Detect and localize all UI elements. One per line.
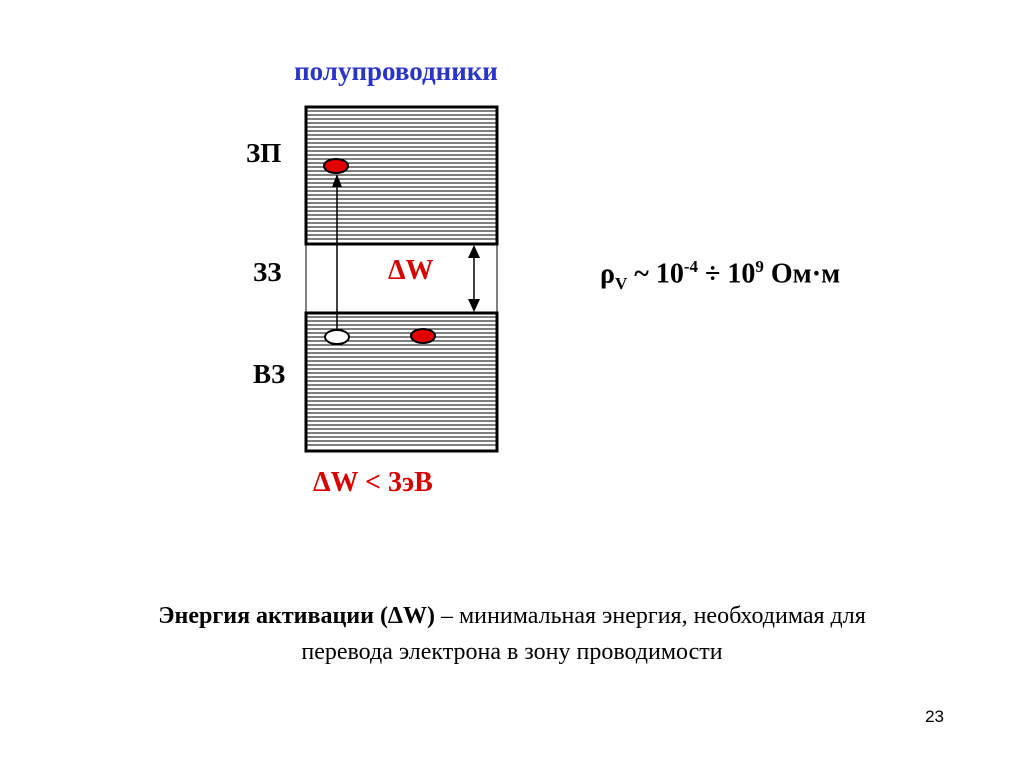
resistivity-unit: Ом·м (770, 258, 841, 290)
caption-line1 (0, 598, 1024, 634)
exponent-high: 9 (755, 257, 764, 276)
gap-arrowhead-top (468, 245, 480, 258)
electron-conduction (324, 159, 348, 173)
caption-definition: – минимальная энергия, необходимая для (434, 603, 866, 629)
hole-valence (325, 330, 349, 344)
gap-condition: ΔW < 3эВ (313, 467, 433, 498)
gap-energy-label: ΔW (388, 255, 434, 286)
resistivity-formula (600, 257, 840, 294)
range-mid: ÷ 10 (705, 258, 756, 290)
conduction-band-hatching (306, 111, 497, 239)
exponent-low: -4 (683, 257, 698, 276)
range-prefix: ~ 10 (634, 258, 684, 290)
conduction-band-label: ЗП (246, 138, 282, 168)
caption-line2: перевода электрона в зону проводимости (301, 639, 723, 665)
caption-term: Энергия активации (ΔW) (158, 603, 435, 629)
caption (0, 598, 1024, 670)
forbidden-band-label: ЗЗ (253, 257, 282, 287)
valence-band-label: ВЗ (253, 359, 286, 389)
slide-title: полупроводники (294, 56, 498, 86)
gap-arrowhead-bottom (468, 299, 480, 312)
page-number: 23 (925, 707, 944, 726)
transition-arrowhead (332, 174, 342, 187)
rho-subscript: V (614, 273, 628, 293)
electron-valence (411, 329, 435, 343)
rho-symbol: ρ (600, 258, 615, 290)
